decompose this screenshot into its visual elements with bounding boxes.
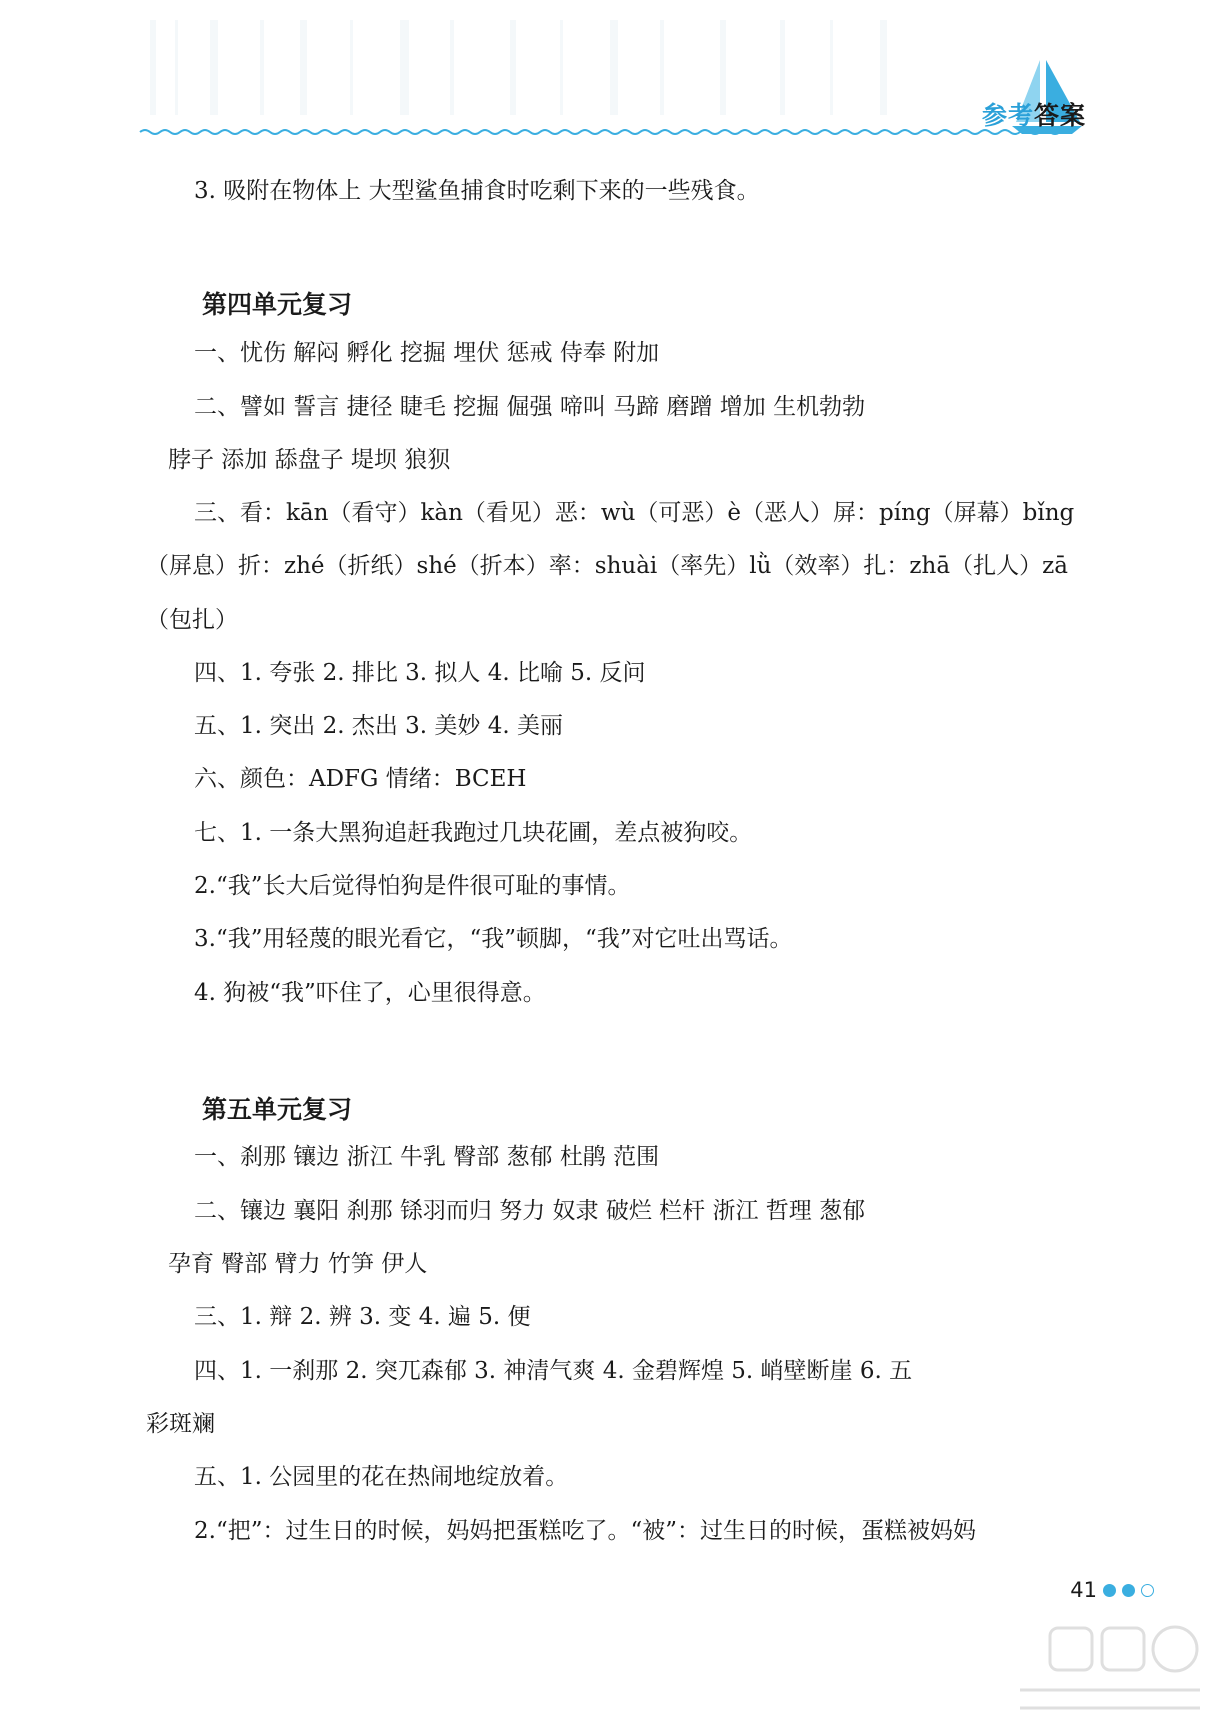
dot-icon bbox=[1141, 1584, 1154, 1597]
page-footer bbox=[1070, 1578, 1154, 1602]
answer-line: 2.“我”长大后觉得怕狗是件很可耻的事情。 bbox=[194, 873, 631, 899]
answer-line: 3. 吸附在物体上 大型鲨鱼捕食时吃剩下来的一些残食。 bbox=[194, 178, 760, 204]
answer-line: 二、譬如 誓言 捷径 睫毛 挖掘 倔强 啼叫 马蹄 磨蹭 增加 生机勃勃 bbox=[194, 394, 866, 420]
answer-line: 4. 狗被“我”吓住了，心里很得意。 bbox=[194, 980, 546, 1006]
answer-line: 孕育 臀部 臂力 竹笋 伊人 bbox=[168, 1251, 428, 1277]
header-title-rest: 答案 bbox=[1033, 101, 1086, 130]
answer-line: （包扎） bbox=[146, 607, 238, 633]
header-title bbox=[982, 96, 1086, 132]
answer-line: 一、忧伤 解闷 孵化 挖掘 埋伏 惩戒 侍奉 附加 bbox=[194, 340, 660, 366]
wave-line bbox=[140, 130, 1070, 134]
answer-line: 2.“把”：过生日的时候，妈妈把蛋糕吃了。“被”：过生日的时候，蛋糕被妈妈 bbox=[194, 1518, 976, 1544]
answer-line: 四、1. 夸张 2. 排比 3. 拟人 4. 比喻 5. 反问 bbox=[194, 660, 646, 686]
header-title-highlight: 参考 bbox=[981, 101, 1034, 130]
answer-line: 五、1. 突出 2. 杰出 3. 美妙 4. 美丽 bbox=[194, 713, 563, 739]
dot-icon bbox=[1103, 1584, 1116, 1597]
answer-line: 六、颜色：ADFG 情绪：BCEH bbox=[194, 766, 527, 792]
answer-line: 七、1. 一条大黑狗追赶我跑过几块花圃，差点被狗咬。 bbox=[194, 820, 753, 846]
watermark-logo bbox=[1010, 1620, 1210, 1715]
answer-line: 彩斑斓 bbox=[146, 1411, 215, 1437]
answer-line: 三、看：kān（看守）kàn（看见）恶：wù（可恶）è（恶人）屏：píng（屏幕）bǐng bbox=[194, 500, 1075, 526]
section-title-unit4: 第四单元复习 bbox=[202, 290, 353, 319]
answer-line: 四、1. 一刹那 2. 突兀森郁 3. 神清气爽 4. 金碧辉煌 5. 峭壁断崖 6. 五 bbox=[194, 1358, 913, 1384]
dot-icon bbox=[1122, 1584, 1135, 1597]
answer-line: 一、刹那 镶边 浙江 牛乳 臀部 葱郁 杜鹃 范围 bbox=[194, 1144, 660, 1170]
answer-line: 五、1. 公园里的花在热闹地绽放着。 bbox=[194, 1464, 569, 1490]
answer-line: 脖子 添加 舔盘子 堤坝 狼狈 bbox=[168, 447, 451, 473]
section-title-unit5: 第五单元复习 bbox=[202, 1095, 353, 1124]
answer-line: 二、镶边 襄阳 刹那 铩羽而归 努力 奴隶 破烂 栏杆 浙江 哲理 葱郁 bbox=[194, 1198, 866, 1224]
answer-line: 3.“我”用轻蔑的眼光看它，“我”顿脚，“我”对它吐出骂话。 bbox=[194, 926, 793, 952]
page-header bbox=[0, 0, 1224, 150]
answer-line: 三、1. 辩 2. 辨 3. 变 4. 遍 5. 便 bbox=[194, 1304, 531, 1330]
page-number: 41 bbox=[1070, 1578, 1097, 1602]
answer-line: （屏息）折：zhé（折纸）shé（折本）率：shuài（率先）lǜ（效率）扎：zhā（扎人）zā bbox=[146, 553, 1068, 579]
